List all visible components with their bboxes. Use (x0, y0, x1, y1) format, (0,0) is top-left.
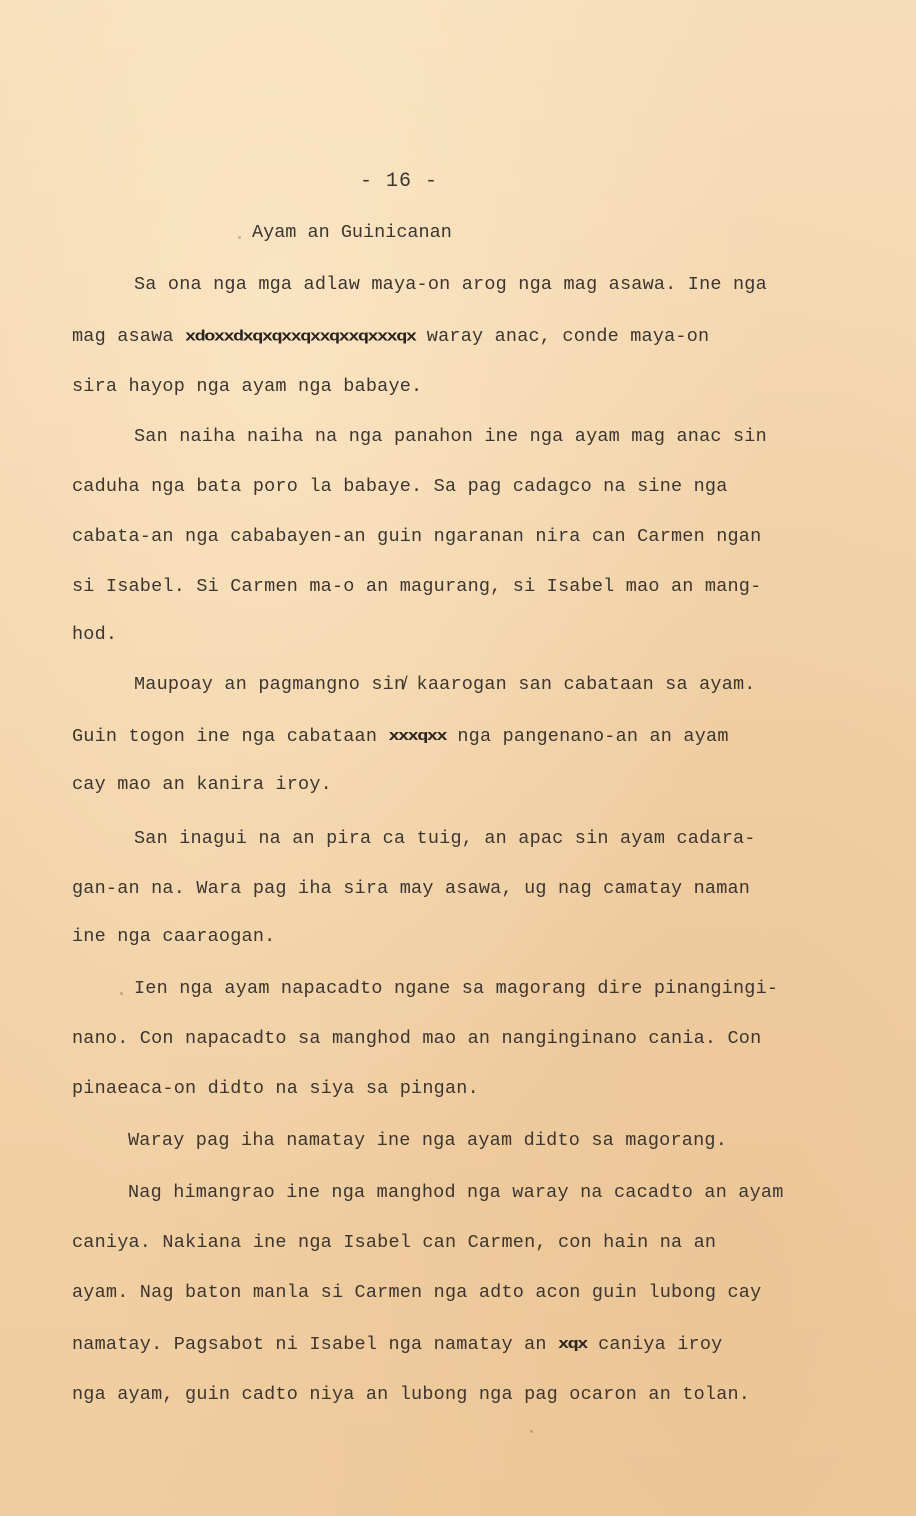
line-text: sira hayop nga ayam nga babaye. (72, 376, 423, 397)
text-line (72, 378, 422, 397)
text-line (72, 1284, 761, 1303)
line-text: San inagui na an pira ca tuig, an apac sin ayam cadara- (134, 828, 756, 849)
story-title: Ayam an Guinicanan (252, 222, 452, 243)
line-text: caniya. Nakiana ine nga Isabel can Carmen, con hain na an (72, 1232, 717, 1253)
text-line (72, 1080, 479, 1099)
line-text: gan-an na. Wara pag iha sira may asawa, ug nag camatay naman (72, 878, 751, 899)
line-text: San naiha naiha na nga panahon ine nga ayam mag anac sin (134, 426, 767, 447)
line-text: pinaeaca-on didto na siya sa pingan. (72, 1078, 479, 1099)
line-text: hod. (72, 624, 118, 645)
text-line (72, 1234, 716, 1253)
line-text: cabata-an nga cababayen-an guin ngaranan nira can Carmen ngan (72, 526, 762, 547)
line-text: waray anac, conde maya-on (415, 326, 710, 347)
line-text: Nag himangrao ine nga manghod nga waray na cacadto an ayam (128, 1182, 784, 1203)
line-text: Guin togon ine nga cabataan (72, 726, 389, 747)
struck-out-text: xdoxxdxqxqxxqxxqxxqxxxqx (185, 328, 416, 346)
line-text: nano. Con napacadto sa manghod mao an nanginginano cania. Con (72, 1028, 762, 1049)
text-line (72, 880, 750, 899)
line-text: caduha nga bata poro la babaye. Sa pag cadagco na sine nga (72, 476, 728, 497)
text-line (72, 1336, 722, 1355)
paper-speck (530, 1430, 533, 1433)
paper-speck (238, 236, 241, 239)
text-line (128, 1132, 727, 1151)
paper-speck (120, 992, 123, 995)
text-line (72, 328, 709, 347)
text-line (134, 980, 778, 999)
text-line (72, 578, 761, 597)
text-line (72, 626, 117, 645)
text-line (134, 676, 756, 695)
line-text: Maupoay an pagmangno sin̸ kaarogan san cabataan sa ayam. (134, 674, 756, 695)
line-text: caniya iroy (586, 1334, 723, 1355)
text-line (72, 1030, 761, 1049)
text-line (72, 478, 728, 497)
struck-out-text: xqx (557, 1336, 587, 1354)
text-line (134, 276, 767, 295)
line-text: Waray pag iha namatay ine nga ayam didto sa magorang. (128, 1130, 727, 1151)
line-text: Ien nga ayam napacadto ngane sa magorang dire pinangingi- (134, 978, 779, 999)
line-text: cay mao an kanira iroy. (72, 774, 332, 795)
line-text: si Isabel. Si Carmen ma-o an magurang, si Isabel mao an mang- (72, 576, 762, 597)
line-text: ayam. Nag baton manla si Carmen nga adto acon guin lubong cay (72, 1282, 762, 1303)
text-line (134, 428, 767, 447)
page-number: - 16 - (360, 170, 439, 193)
text-line (128, 1184, 784, 1203)
line-text: Sa ona nga mga adlaw maya-on arog nga mag asawa. Ine nga (134, 274, 767, 295)
line-text: nga ayam, guin cadto niya an lubong nga pag ocaron an tolan. (72, 1384, 751, 1405)
text-line (72, 1386, 750, 1405)
struck-out-text: xxxqxx (388, 728, 447, 746)
line-text: namatay. Pagsabot ni Isabel nga namatay an (72, 1334, 558, 1355)
text-line (72, 776, 332, 795)
text-line (134, 830, 756, 849)
line-text: nga pangenano-an an ayam (446, 726, 729, 747)
line-text: mag asawa (72, 326, 186, 347)
line-text: ine nga caaraogan. (72, 926, 276, 947)
text-line (72, 528, 761, 547)
text-line (72, 728, 729, 747)
text-line (72, 928, 275, 947)
